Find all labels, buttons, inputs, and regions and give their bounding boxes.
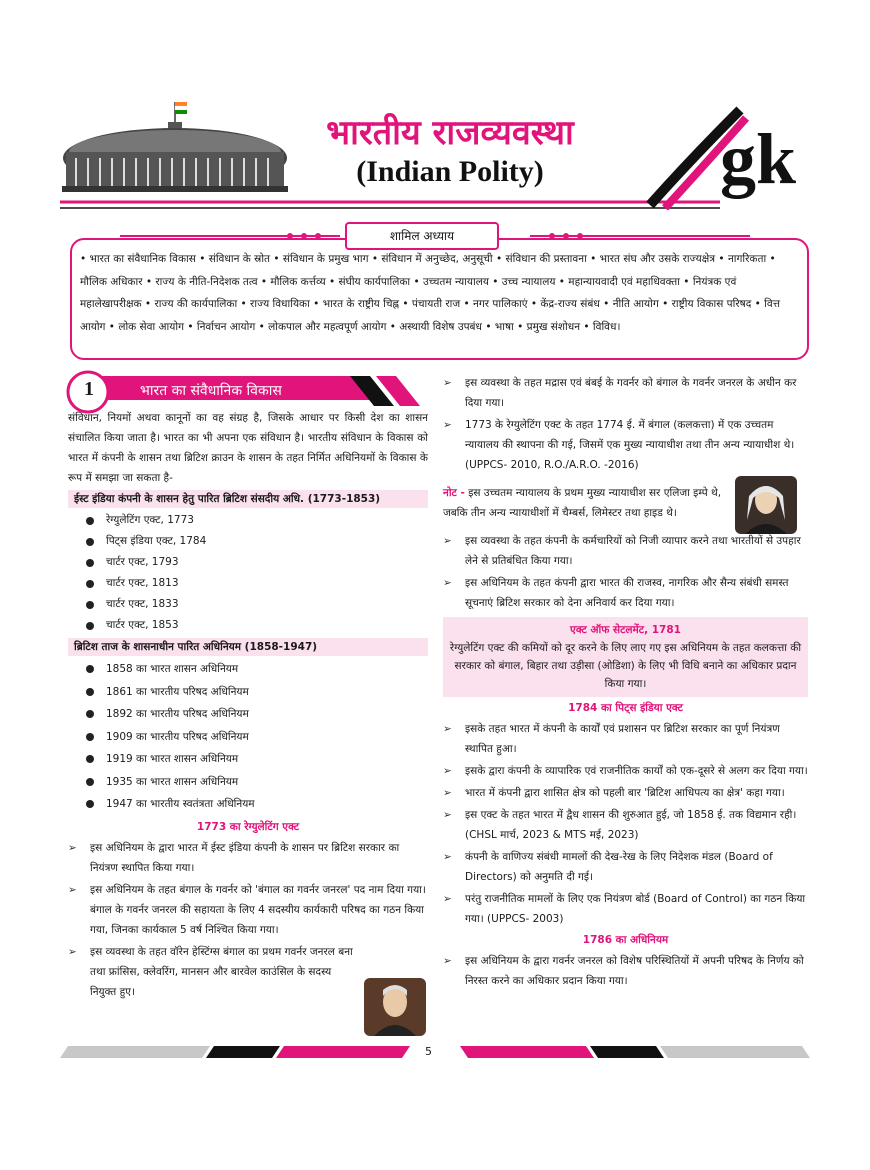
list-item: चार्टर एक्ट, 1833: [86, 594, 428, 615]
elijah-impey-portrait: [735, 476, 797, 534]
crown-acts-list: [68, 658, 428, 816]
section-number: 1: [84, 378, 94, 400]
left-column: [68, 408, 428, 1004]
list-item: पिट्स इंडिया एक्ट, 1784: [86, 531, 428, 552]
intro-paragraph: संविधान, नियमों अथवा कानूनों का वह संग्रह है, जिसके आधार पर किसी देश का शासन संचालित किया जाता है। भारत का भी अपना एक संविधान है। भारतीय संविधान के विकास को भारत में कंपनी के शासन तथा ब्रिटिश क्राउन के शासन के तहत निर्मित अधिनियमों के विकास के रूप में समझा जा सकता है-: [68, 412, 428, 484]
point-1784-3: ➢ भारत में कंपनी द्वारा शासित क्षेत्र को पहली बार 'ब्रिटिश आधिपत्य का क्षेत्र' कहा गया।: [443, 783, 808, 803]
page-title-english: (Indian Polity): [356, 155, 544, 188]
point-right-3: ➢ इस व्यवस्था के तहत कंपनी के कर्मचारियों को निजी व्यापार करने तथा भारतीयों से उपहार लेने से प्रतिबंधित किया गया।: [443, 531, 808, 571]
list-item: 1935 का भारत शासन अधिनियम: [86, 771, 428, 794]
gk-logo-text: gk: [720, 119, 797, 199]
section-heading: भारत का संवैधानिक विकास: [140, 383, 282, 399]
settlement-act-box: [443, 617, 808, 697]
note-label: नोट -: [443, 487, 465, 499]
point-1773-1: ➢ इस अधिनियम के द्वारा भारत में ईस्ट इंडिया कंपनी के शासन पर ब्रिटिश सरकार का नियंत्रण स्थापित किया गया।: [68, 838, 428, 878]
point-1786-1: ➢ इस अधिनियम के द्वारा गवर्नर जनरल को विशेष परिस्थितियों में अपनी परिषद के निर्णय को निरस्त करने का अधिकार प्रदान किया गया।: [443, 951, 808, 991]
point-1773-2: ➢ इस अधिनियम के तहत बंगाल के गवर्नर को 'बंगाल का गवर्नर जनरल' पद नाम दिया गया। बंगाल के गवर्नर जनरल की सहायता के लिए 4 सदस्यीय कार्यकारी परिषद का गठन किया गया, जिनका कार्यकाल 5 वर्ष निश्चित किया गया।: [68, 880, 428, 940]
point-1784-5: ➢ कंपनी के वाणिज्य संबंधी मामलों की देख-रेख के लिए निदेशक मंडल (Board of Directors) को अनुमति दी गई।: [443, 847, 808, 887]
point-right-2: ➢ 1773 के रेग्युलेटिंग एक्ट के तहत 1774 ई. में बंगाल (कलकत्ता) में एक उच्चतम न्यायालय की स्थापना की गई, जिसमें एक मुख्य न्यायाधीश तथा तीन अन्य न्यायाधीश थे। (UPPCS- 2010, R.O./A.R.O. -2016): [443, 415, 808, 475]
company-acts-list: [68, 510, 428, 636]
footer-band: [60, 1044, 810, 1060]
heading-1786-act: 1786 का अधिनियम: [582, 934, 669, 946]
chapters-label: शामिल अध्याय: [345, 222, 499, 250]
list-item: 1861 का भारतीय परिषद अधिनियम: [86, 681, 428, 704]
warren-hastings-portrait: [364, 978, 426, 1036]
heading-1773-act: 1773 का रेग्युलेटिंग एक्ट: [196, 820, 300, 833]
point-right-1: ➢ इस व्यवस्था के तहत मद्रास एवं बंबई के गवर्नर को बंगाल के गवर्नर जनरल के अधीन कर दिया गया।: [443, 373, 808, 413]
list-item: 1858 का भारत शासन अधिनियम: [86, 658, 428, 681]
right-column: [443, 373, 808, 993]
heading-1784-act: 1784 का पिट्स इंडिया एक्ट: [568, 702, 683, 714]
list-item: रेग्युलेटिंग एक्ट, 1773: [86, 510, 428, 531]
chapters-list: • भारत का संवैधानिक विकास • संविधान के स्रोत • संविधान के प्रमुख भाग • संविधान में अनुच्छेद, अनुसूची • संविधान की प्रस्तावना • भारत संघ और उसके राज्यक्षेत्र • नागरिकता • मौलिक अधिकार • राज्य के नीति-निदेशक तत्व • मौलिक कर्त्तव्य • संघीय कार्यपालिका • उच्चतम न्यायालय • उच्च न्यायालय • महान्यायवादी एवं महाधिवक्ता • नियंत्रक एवं महालेखापरीक्षक • राज्य की कार्यपालिका • राज्य विधायिका • भारत के राष्ट्रीय चिह्न • पंचायती राज • नगर पालिकाएं • केंद्र-राज्य संबंध • नीति आयोग • राष्ट्रीय विकास परिषद • वित्त आयोग • लोक सेवा आयोग • निर्वाचन आयोग • लोकपाल और महत्वपूर्ण आयोग • अस्थायी विशेष उपबंध • भाषा • प्रमुख संशोधन • विविध।: [80, 253, 780, 333]
note-text: इस उच्चतम न्यायालय के प्रथम मुख्य न्यायाधीश सर एलिजा इम्पे थे, जबकि तीन अन्य न्यायाधीशों में चैम्बर्स, लिमेस्टर तथा हाइड थे।: [443, 487, 722, 519]
list-item: चार्टर एक्ट, 1793: [86, 552, 428, 573]
page-title-hindi: भारतीय राजव्यवस्था: [326, 113, 574, 153]
list-item: 1909 का भारतीय परिषद अधिनियम: [86, 726, 428, 749]
point-right-4: ➢ इस अधिनियम के तहत कंपनी द्वारा भारत की राजस्व, नागरिक और सैन्य संबंधी समस्त सूचनाएं ब्रिटिश सरकार को देना अनिवार्य कर दिया गया।: [443, 573, 808, 613]
list-item: 1919 का भारत शासन अधिनियम: [86, 748, 428, 771]
list-item: 1947 का भारतीय स्वतंत्रता अधिनियम: [86, 793, 428, 816]
point-1773-3: ➢ इस व्यवस्था के तहत वॉरेन हेस्टिंग्स बंगाल का प्रथम गवर्नर जनरल बना तथा फ्रांसिस, क्लेवरिंग, मानसन और बारवेल काउंसिल के सदस्य नियुक्त हुए।: [68, 942, 428, 1002]
point-1784-2: ➢ इसके द्वारा कंपनी के व्यापारिक एवं राजनीतिक कार्यों को एक-दूसरे से अलग कर दिया गया।: [443, 761, 808, 781]
list-item: 1892 का भारतीय परिषद अधिनियम: [86, 703, 428, 726]
page-number: 5: [425, 1045, 432, 1058]
settlement-act-text: रेग्युलेटिंग एक्ट की कमियों को दूर करने के लिए लाए गए इस अधिनियम के तहत कलकत्ता की सरकार को बंगाल, बिहार तथा उड़ीसा (ओडिशा) के लिए भी विधि बनाने का अधिकार प्रदान किया गया।: [449, 642, 802, 690]
subheading-company-acts: ईस्ट इंडिया कंपनी के शासन हेतु पारित ब्रिटिश संसदीय अधि. (1773-1853): [68, 490, 428, 508]
point-1784-1: ➢ इसके तहत भारत में कंपनी के कार्यों एवं प्रशासन पर ब्रिटिश सरकार का पूर्ण नियंत्रण स्थापित हुआ।: [443, 719, 808, 759]
subheading-crown-acts: ब्रिटिश ताज के शासनाधीन पारित अधिनियम (1858-1947): [68, 638, 428, 656]
point-1784-4: ➢ इस एक्ट के तहत भारत में द्वैध शासन की शुरुआत हुई, जो 1858 ई. तक विद्यमान रही। (CHSL मार्च, 2023 & MTS मई, 2023): [443, 805, 808, 845]
point-1784-6: ➢ परंतु राजनीतिक मामलों के लिए एक नियंत्रण बोर्ड (Board of Control) का गठन किया गया। (UPPCS- 2003): [443, 889, 808, 929]
settlement-act-heading: एक्ट ऑफ सेटलमेंट, 1781: [570, 624, 681, 636]
list-item: चार्टर एक्ट, 1813: [86, 573, 428, 594]
list-item: चार्टर एक्ट, 1853: [86, 615, 428, 636]
